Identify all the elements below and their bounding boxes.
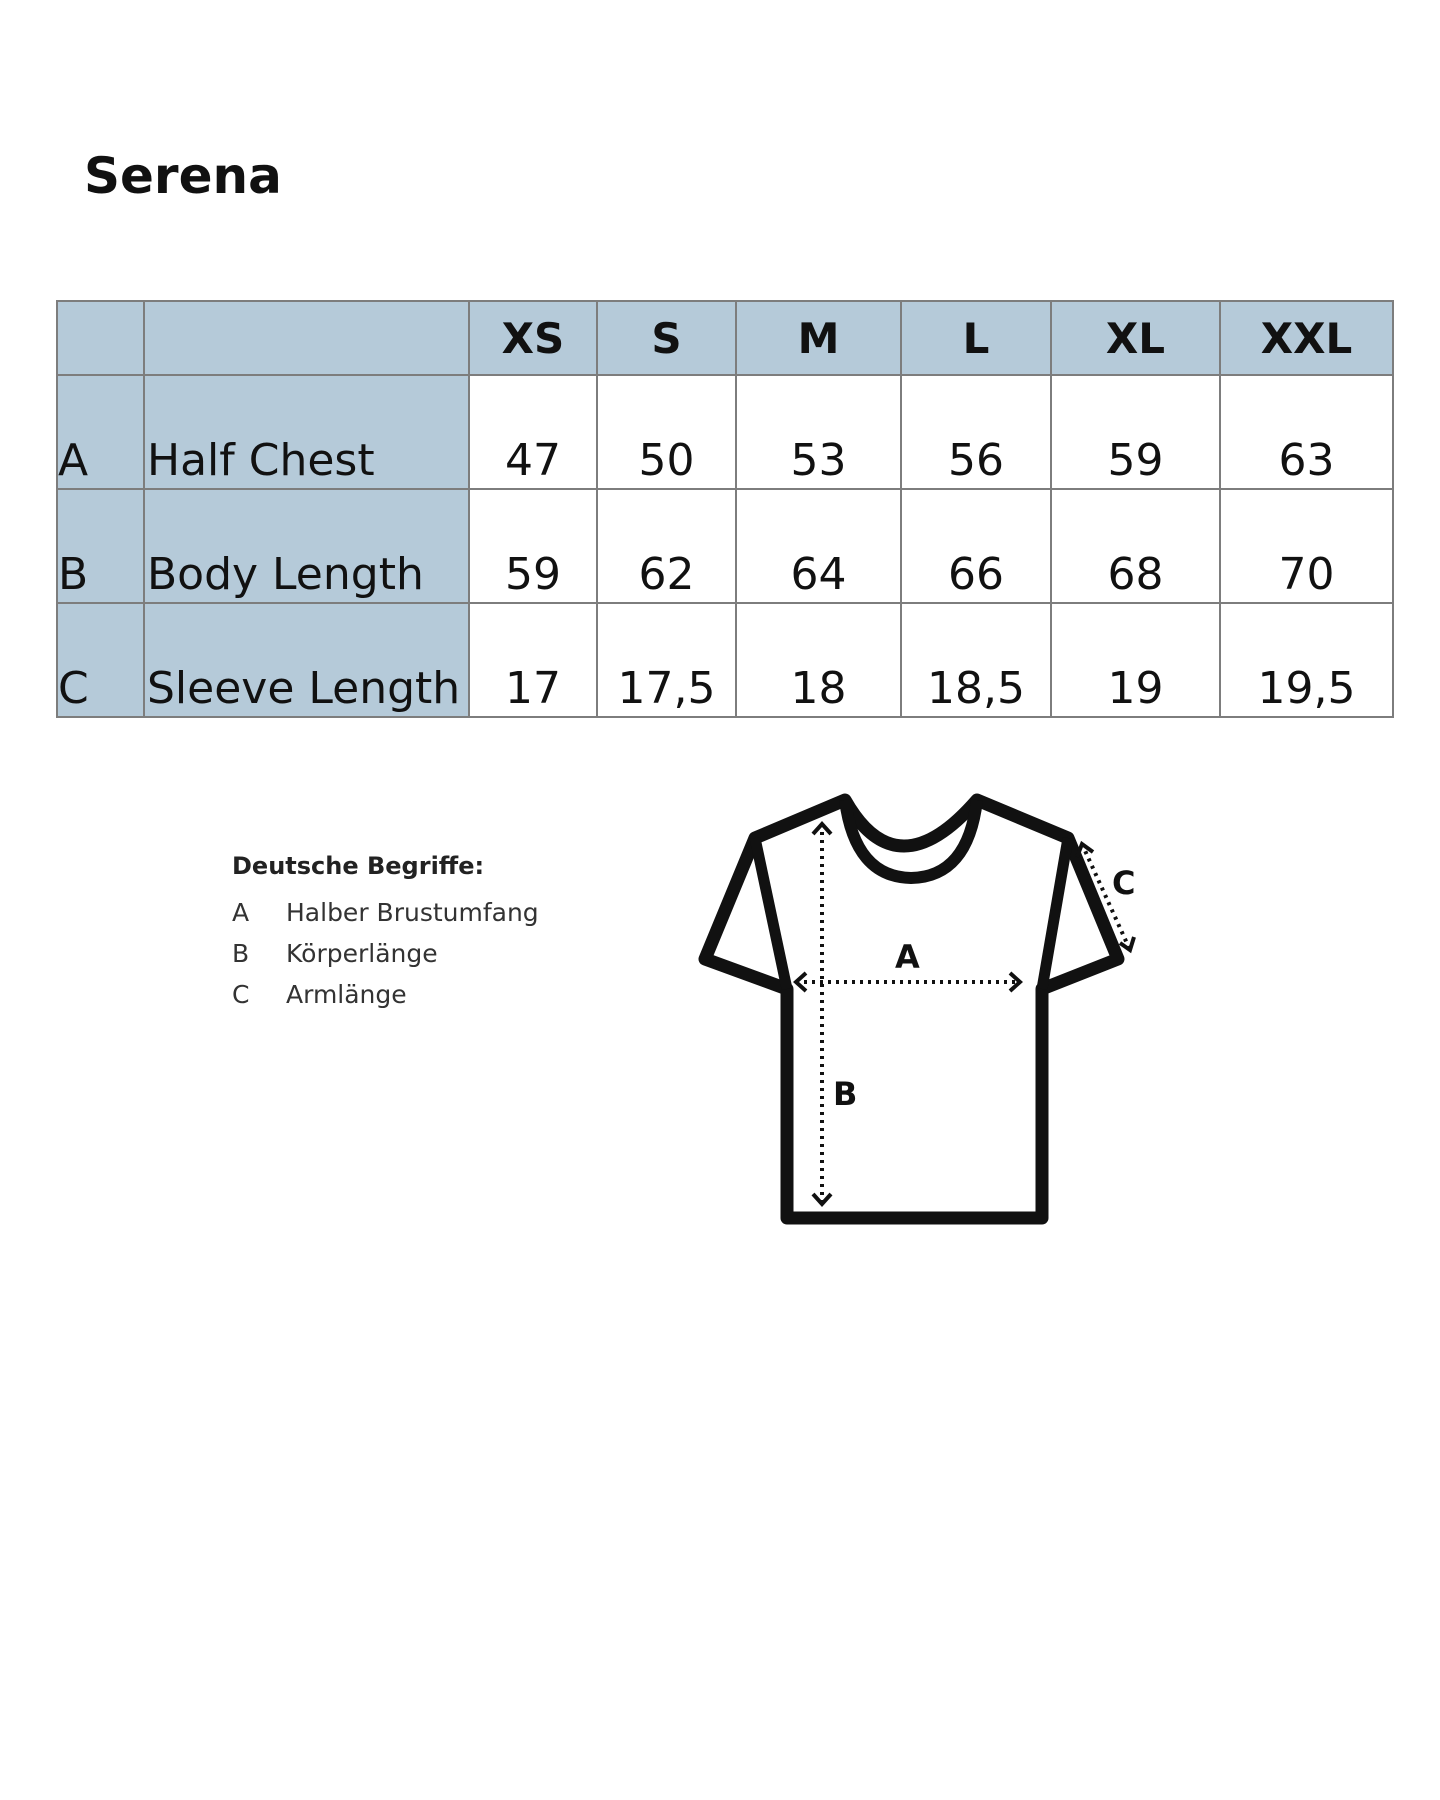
value-cell: 19 — [1051, 603, 1220, 717]
legend-letter: C — [232, 980, 250, 1009]
value-cell: 53 — [736, 375, 901, 489]
legend-letter: A — [232, 898, 250, 927]
row-label: Body Length — [144, 489, 469, 603]
sleeve-arrow-top-head — [1077, 844, 1093, 857]
table-header-row — [57, 301, 1393, 375]
value-cell: 63 — [1220, 375, 1393, 489]
value-cell: 59 — [469, 489, 597, 603]
t-shirt-measurement-diagram — [690, 782, 1160, 1242]
legend-item — [232, 892, 539, 933]
row-label: Sleeve Length — [144, 603, 469, 717]
table-row — [57, 603, 1393, 717]
value-cell: 17 — [469, 603, 597, 717]
value-cell: 68 — [1051, 489, 1220, 603]
page-title: Serena — [84, 147, 282, 205]
diagram-label-a: A — [895, 938, 920, 976]
value-cell: 59 — [1051, 375, 1220, 489]
value-cell: 18 — [736, 603, 901, 717]
legend-letter: B — [232, 939, 250, 968]
header-size-s: S — [597, 301, 736, 375]
value-cell: 19,5 — [1220, 603, 1393, 717]
value-cell: 64 — [736, 489, 901, 603]
row-label: Half Chest — [144, 375, 469, 489]
legend-term: Halber Brustumfang — [286, 898, 539, 927]
row-letter: B — [57, 489, 144, 603]
value-cell: 17,5 — [597, 603, 736, 717]
diagram-label-b: B — [833, 1075, 858, 1113]
row-letter: A — [57, 375, 144, 489]
legend-term: Körperlänge — [286, 939, 438, 968]
header-size-xs: XS — [469, 301, 597, 375]
table-row — [57, 489, 1393, 603]
row-letter: C — [57, 603, 144, 717]
value-cell: 66 — [901, 489, 1051, 603]
value-cell: 50 — [597, 375, 736, 489]
table-row — [57, 375, 1393, 489]
header-size-xxl: XXL — [1220, 301, 1393, 375]
legend-item — [232, 974, 539, 1015]
value-cell: 62 — [597, 489, 736, 603]
t-shirt-outline — [705, 800, 1118, 1218]
german-terms-legend — [232, 852, 539, 1015]
size-table — [56, 300, 1394, 718]
value-cell: 47 — [469, 375, 597, 489]
header-size-xl: XL — [1051, 301, 1220, 375]
header-cell-label — [144, 301, 469, 375]
legend-item — [232, 933, 539, 974]
legend-term: Armlänge — [286, 980, 407, 1009]
legend-heading: Deutsche Begriffe: — [232, 852, 485, 880]
header-size-m: M — [736, 301, 901, 375]
header-size-l: L — [901, 301, 1051, 375]
diagram-label-c: C — [1112, 864, 1136, 902]
header-cell-letter — [57, 301, 144, 375]
value-cell: 70 — [1220, 489, 1393, 603]
value-cell: 18,5 — [901, 603, 1051, 717]
value-cell: 56 — [901, 375, 1051, 489]
